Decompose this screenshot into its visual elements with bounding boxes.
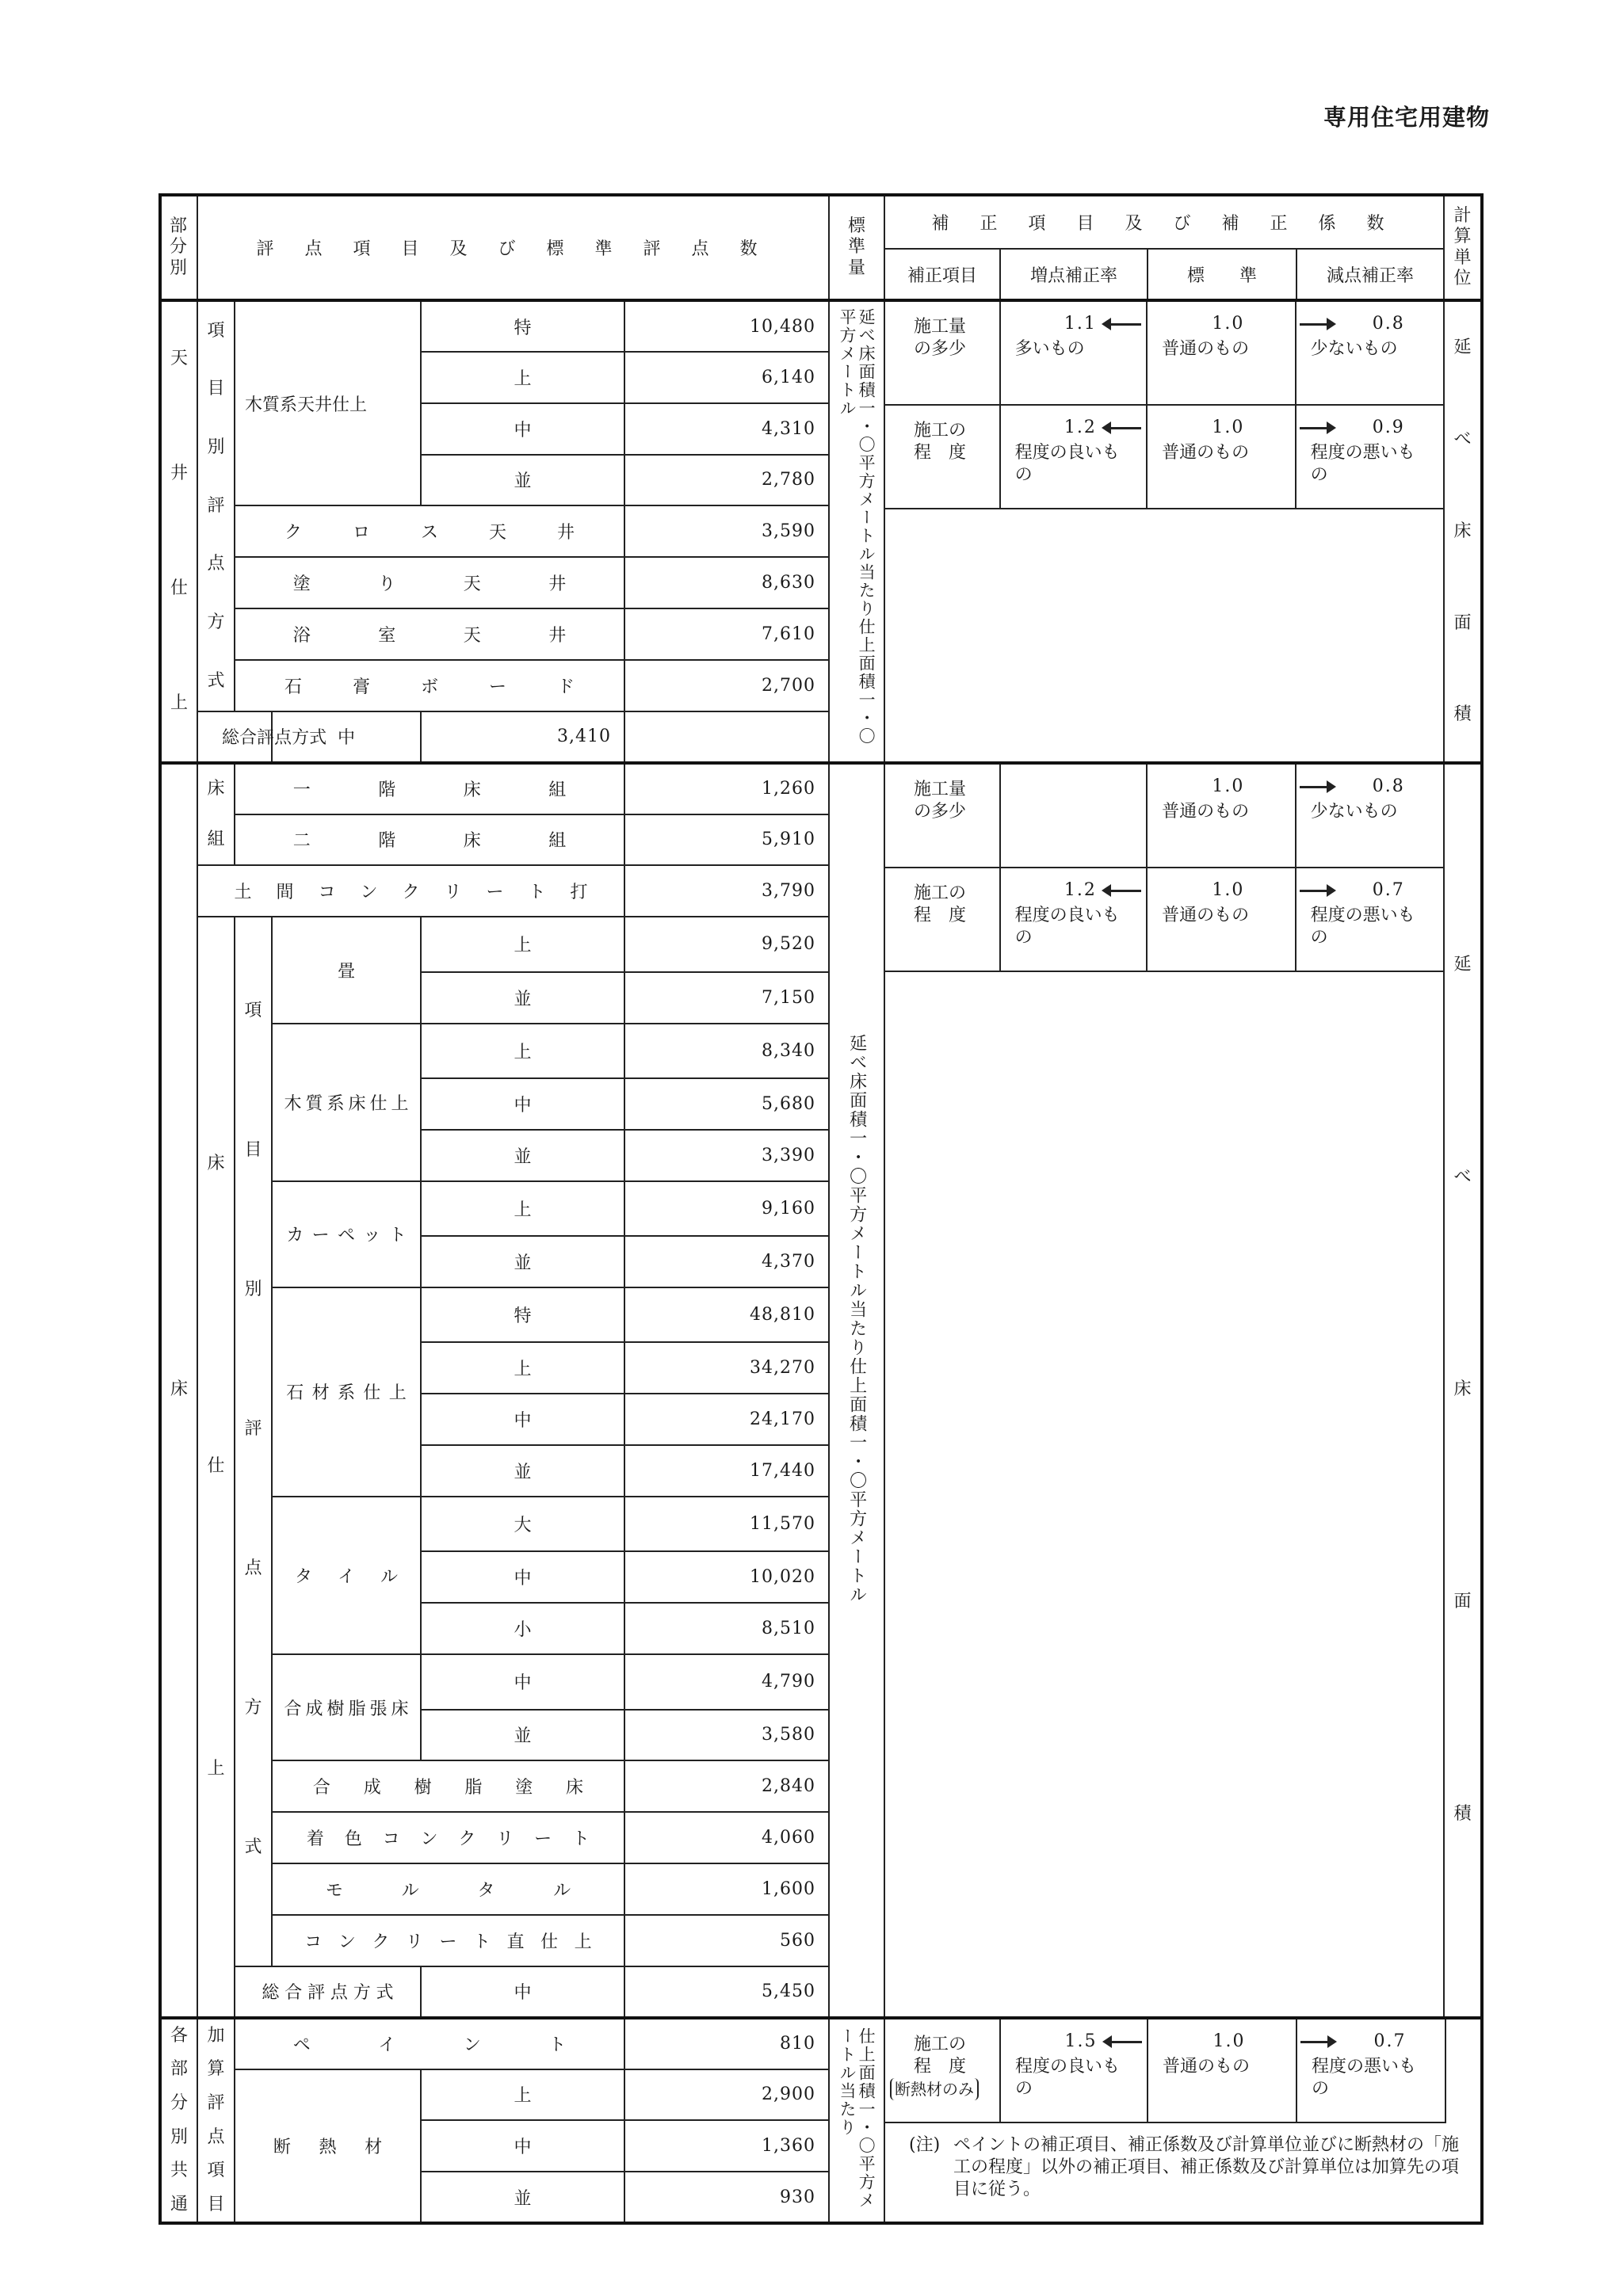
floor-single-score: 2,840 — [624, 1760, 829, 1812]
floor-total-score: 5,450 — [624, 1966, 829, 2018]
floor-grade: 並 — [421, 1445, 624, 1497]
header-std-qty: 標準量 — [829, 195, 884, 300]
corr-up: 1.1 多いもの — [1001, 302, 1148, 404]
assessment-table — [158, 193, 1472, 2214]
corr-down: 0.7 程度の悪いもの — [1297, 2019, 1445, 2122]
common-corr-area — [884, 2018, 1482, 2224]
floor-grade: 上 — [421, 1342, 624, 1394]
common-insul-grade: 上 — [421, 2069, 624, 2121]
corr-up: 1.2 程度の良いもの — [1001, 868, 1148, 971]
corr-item: 施工量の多少 — [885, 302, 1001, 404]
floor-total-grade: 中 — [421, 1966, 624, 2018]
corr-down: 0.8 少ないもの — [1296, 765, 1443, 867]
floor-frame-label-text: 床 組 — [207, 779, 225, 849]
ceiling-wood-grade: 特 — [421, 300, 624, 352]
common-insul-name: 断 熱 材 — [235, 2069, 421, 2224]
floor-group-name: 石 材 系 仕 上 — [272, 1287, 421, 1497]
floor-grade: 中 — [421, 1551, 624, 1603]
ceiling-unit-label-text: 延 べ 床 面 積 — [1453, 337, 1472, 725]
header-part: 部分別 — [160, 195, 197, 300]
corr-std: 1.0 普通のもの — [1148, 765, 1296, 867]
common-label — [197, 2018, 235, 2224]
floor-finish-label-text: 床 仕 上 — [207, 1154, 225, 1779]
arrow-left-icon — [1109, 890, 1141, 892]
common-label-text: 加 算 評 点 項 目 — [207, 2025, 225, 2214]
common-note — [885, 2123, 1480, 2201]
ceiling-total-label: 総 合 評 点 方 式 — [197, 711, 272, 763]
floor-score: 17,440 — [624, 1445, 829, 1497]
floor-score: 3,580 — [624, 1710, 829, 1761]
ceiling-wood-score: 10,480 — [624, 300, 829, 352]
floor-unit-text: 延 べ 床 面 積 — [1453, 955, 1472, 1825]
floor-std-qty-text: 延べ床面積一・〇平方メートル当たり仕上面積一・〇平方メートル — [846, 1033, 867, 1604]
ceiling-method-label-text: 項 目 別 評 点 方 式 — [207, 320, 225, 691]
floor-single-name: 合 成 樹 脂 塗 床 — [272, 1760, 624, 1812]
common-std-qty-text: 仕上面積一・〇平方メートル当たり — [838, 2027, 876, 2210]
floor-score: 11,570 — [624, 1497, 829, 1552]
corr-up: 1.5 程度の良いもの — [1001, 2019, 1148, 2122]
floor-score: 8,340 — [624, 1024, 829, 1079]
header-sub-down: 減点補正率 — [1296, 249, 1444, 300]
floor-score: 9,160 — [624, 1181, 829, 1237]
floor-score: 9,520 — [624, 917, 829, 972]
ceiling-corr-area — [884, 300, 1444, 763]
floor-std-qty — [829, 763, 884, 2018]
ceiling-unit-label — [1444, 300, 1482, 763]
corr-std: 1.0 普通のもの — [1148, 868, 1296, 971]
corr-item: 施工量の多少 — [885, 765, 1001, 867]
corr-row — [885, 765, 1443, 868]
corr-row — [885, 868, 1443, 972]
corr-down: 0.7 程度の悪いもの — [1296, 868, 1443, 971]
floor-single-name: モ ル タ ル — [272, 1863, 624, 1915]
floor-method-label-text: 項 目 別 評 点 方 式 — [244, 1001, 262, 1858]
floor-score: 7,150 — [624, 972, 829, 1024]
header-sub-up: 増点補正率 — [1000, 249, 1148, 300]
floor-grade: 並 — [421, 1236, 624, 1287]
floor-grade: 並 — [421, 1710, 624, 1761]
ceiling-wood-score: 6,140 — [624, 352, 829, 403]
floor-grade: 特 — [421, 1287, 624, 1343]
floor-score: 10,020 — [624, 1551, 829, 1603]
ceiling-item-score: 8,630 — [624, 557, 829, 608]
common-part-label-text: 各 部 分 別 共 通 — [170, 2025, 188, 2214]
floor-score: 4,370 — [624, 1236, 829, 1287]
corr-std: 1.0 普通のもの — [1148, 2019, 1297, 2122]
header-sub-std: 標 準 — [1148, 249, 1296, 300]
floor-unit-label — [1444, 763, 1482, 2018]
floor-grade: 上 — [421, 1181, 624, 1237]
floor-score: 8,510 — [624, 1603, 829, 1654]
floor-frame-name: 一 階 床 組 — [235, 763, 624, 814]
floor-score: 24,170 — [624, 1394, 829, 1445]
floor-group-name: タ イ ル — [272, 1497, 421, 1654]
header-corr: 補 正 項 目 及 び 補 正 係 数 — [884, 195, 1444, 249]
corr-item: 施工の程 度 — [885, 406, 1001, 508]
header-unit: 計算単位 — [1444, 195, 1482, 300]
floor-group-name: カ ー ペ ッ ト — [272, 1181, 421, 1287]
common-insul-score: 1,360 — [624, 2120, 829, 2172]
floor-frame-score: 5,910 — [624, 814, 829, 866]
corr-row — [885, 302, 1443, 406]
ceiling-part-label-text: 天 井 仕 上 — [170, 349, 188, 714]
floor-grade: 上 — [421, 1024, 624, 1079]
floor-grade: 中 — [421, 1654, 624, 1710]
header-sub-item: 補正項目 — [884, 249, 1000, 300]
floor-method-label — [235, 917, 272, 1966]
corr-up — [1001, 765, 1148, 867]
floor-frame-name: 二 階 床 組 — [235, 814, 624, 866]
arrow-left-icon — [1109, 427, 1141, 429]
common-paint-name: ペ イ ン ト — [235, 2018, 624, 2069]
ceiling-wood-grade: 並 — [421, 455, 624, 506]
page-label: 専用住宅用建物 — [1323, 104, 1490, 131]
floor-single-name: コ ン ク リ ー ト 直 仕 上 — [272, 1915, 624, 1966]
floor-score: 48,810 — [624, 1287, 829, 1343]
arrow-right-icon — [1300, 427, 1328, 429]
ceiling-item-name: 石 膏 ボ ー ド — [235, 660, 624, 711]
ceiling-method-label — [197, 300, 235, 711]
floor-grade: 上 — [421, 917, 624, 972]
floor-score: 34,270 — [624, 1342, 829, 1394]
ceiling-wood-score: 4,310 — [624, 403, 829, 455]
floor-grade: 小 — [421, 1603, 624, 1654]
ceiling-std-qty-text: 延べ床面積一・〇平方メートル当たり仕上面積一・〇平方メートル — [838, 308, 876, 746]
ceiling-item-score: 3,590 — [624, 505, 829, 557]
ceiling-part-label — [160, 300, 197, 763]
common-note-mark: (注) — [909, 2134, 941, 2155]
corr-down: 0.9 程度の悪いもの — [1296, 406, 1443, 508]
corr-row — [885, 2019, 1446, 2123]
floor-dirt-name: 土 間 コ ン ク リ ー ト 打 — [197, 865, 624, 917]
corr-item: 施工の程 度 断熱材のみ — [885, 2019, 1001, 2122]
common-std-qty — [829, 2018, 884, 2224]
floor-frame-score: 1,260 — [624, 763, 829, 814]
floor-single-score: 560 — [624, 1915, 829, 1966]
floor-grade: 並 — [421, 972, 624, 1024]
ceiling-wood-score: 2,780 — [624, 455, 829, 506]
ceiling-wood-name: 木質系天井仕上 — [235, 300, 421, 505]
arrow-right-icon — [1300, 323, 1328, 326]
ceiling-item-name: 塗 り 天 井 — [235, 557, 624, 608]
corr-down: 0.8 少ないもの — [1296, 302, 1443, 404]
arrow-right-icon — [1300, 890, 1328, 892]
arrow-left-icon — [1110, 2041, 1142, 2043]
floor-grade: 大 — [421, 1497, 624, 1552]
ceiling-std-qty — [829, 300, 884, 763]
floor-group-name: 木 質 系 床 仕 上 — [272, 1024, 421, 1181]
score-grid — [158, 193, 1484, 2225]
ceiling-item-name: ク ロ ス 天 井 — [235, 505, 624, 557]
floor-single-score: 4,060 — [624, 1812, 829, 1863]
corr-item: 施工の程 度 — [885, 868, 1001, 971]
floor-grade: 中 — [421, 1394, 624, 1445]
corr-item-note: 断熱材のみ — [890, 2078, 979, 2100]
floor-group-name: 畳 — [272, 917, 421, 1023]
arrow-left-icon — [1109, 323, 1141, 326]
floor-dirt-score: 3,790 — [624, 865, 829, 917]
floor-grade: 中 — [421, 1078, 624, 1130]
floor-frame-label — [197, 763, 235, 866]
common-part-label — [160, 2018, 197, 2224]
common-insul-grade: 並 — [421, 2172, 624, 2223]
common-note-text: ペイントの補正項目、補正係数及び計算単位並びに断熱材の「施工の程度」以外の補正項目、補正係数及び計算単位は加算先の項目に従う。 — [953, 2134, 1460, 2199]
header-items: 評 点 項 目 及 び 標 準 評 点 数 — [197, 195, 829, 300]
floor-single-score: 1,600 — [624, 1863, 829, 1915]
floor-single-name: 着 色 コ ン ク リ ー ト — [272, 1812, 624, 1863]
floor-score: 4,790 — [624, 1654, 829, 1710]
ceiling-item-score: 2,700 — [624, 660, 829, 711]
floor-total-label: 総 合 評 点 方 式 — [235, 1966, 421, 2018]
ceiling-item-score: 7,610 — [624, 608, 829, 660]
common-insul-score: 930 — [624, 2172, 829, 2223]
corr-row — [885, 406, 1443, 509]
ceiling-wood-grade: 上 — [421, 352, 624, 403]
ceiling-total-grade: 中 — [272, 711, 421, 763]
floor-part-label-text: 床 — [170, 1379, 188, 1400]
common-insul-score: 2,900 — [624, 2069, 829, 2121]
floor-part-label — [160, 763, 197, 2018]
ceiling-total-score: 3,410 — [421, 711, 624, 763]
floor-score: 5,680 — [624, 1078, 829, 1130]
floor-corr-area — [884, 763, 1444, 2018]
ceiling-wood-grade: 中 — [421, 403, 624, 455]
floor-grade: 並 — [421, 1130, 624, 1181]
common-paint-score: 810 — [624, 2018, 829, 2069]
arrow-right-icon — [1300, 786, 1328, 788]
corr-up: 1.2 程度の良いもの — [1001, 406, 1148, 508]
corr-std: 1.0 普通のもの — [1148, 406, 1296, 508]
ceiling-item-name: 浴 室 天 井 — [235, 608, 624, 660]
floor-score: 3,390 — [624, 1130, 829, 1181]
common-insul-grade: 中 — [421, 2120, 624, 2172]
corr-std: 1.0 普通のもの — [1148, 302, 1296, 404]
floor-finish-label — [197, 917, 235, 2017]
floor-group-name: 合 成 樹 脂 張 床 — [272, 1654, 421, 1760]
arrow-right-icon — [1300, 2041, 1329, 2043]
